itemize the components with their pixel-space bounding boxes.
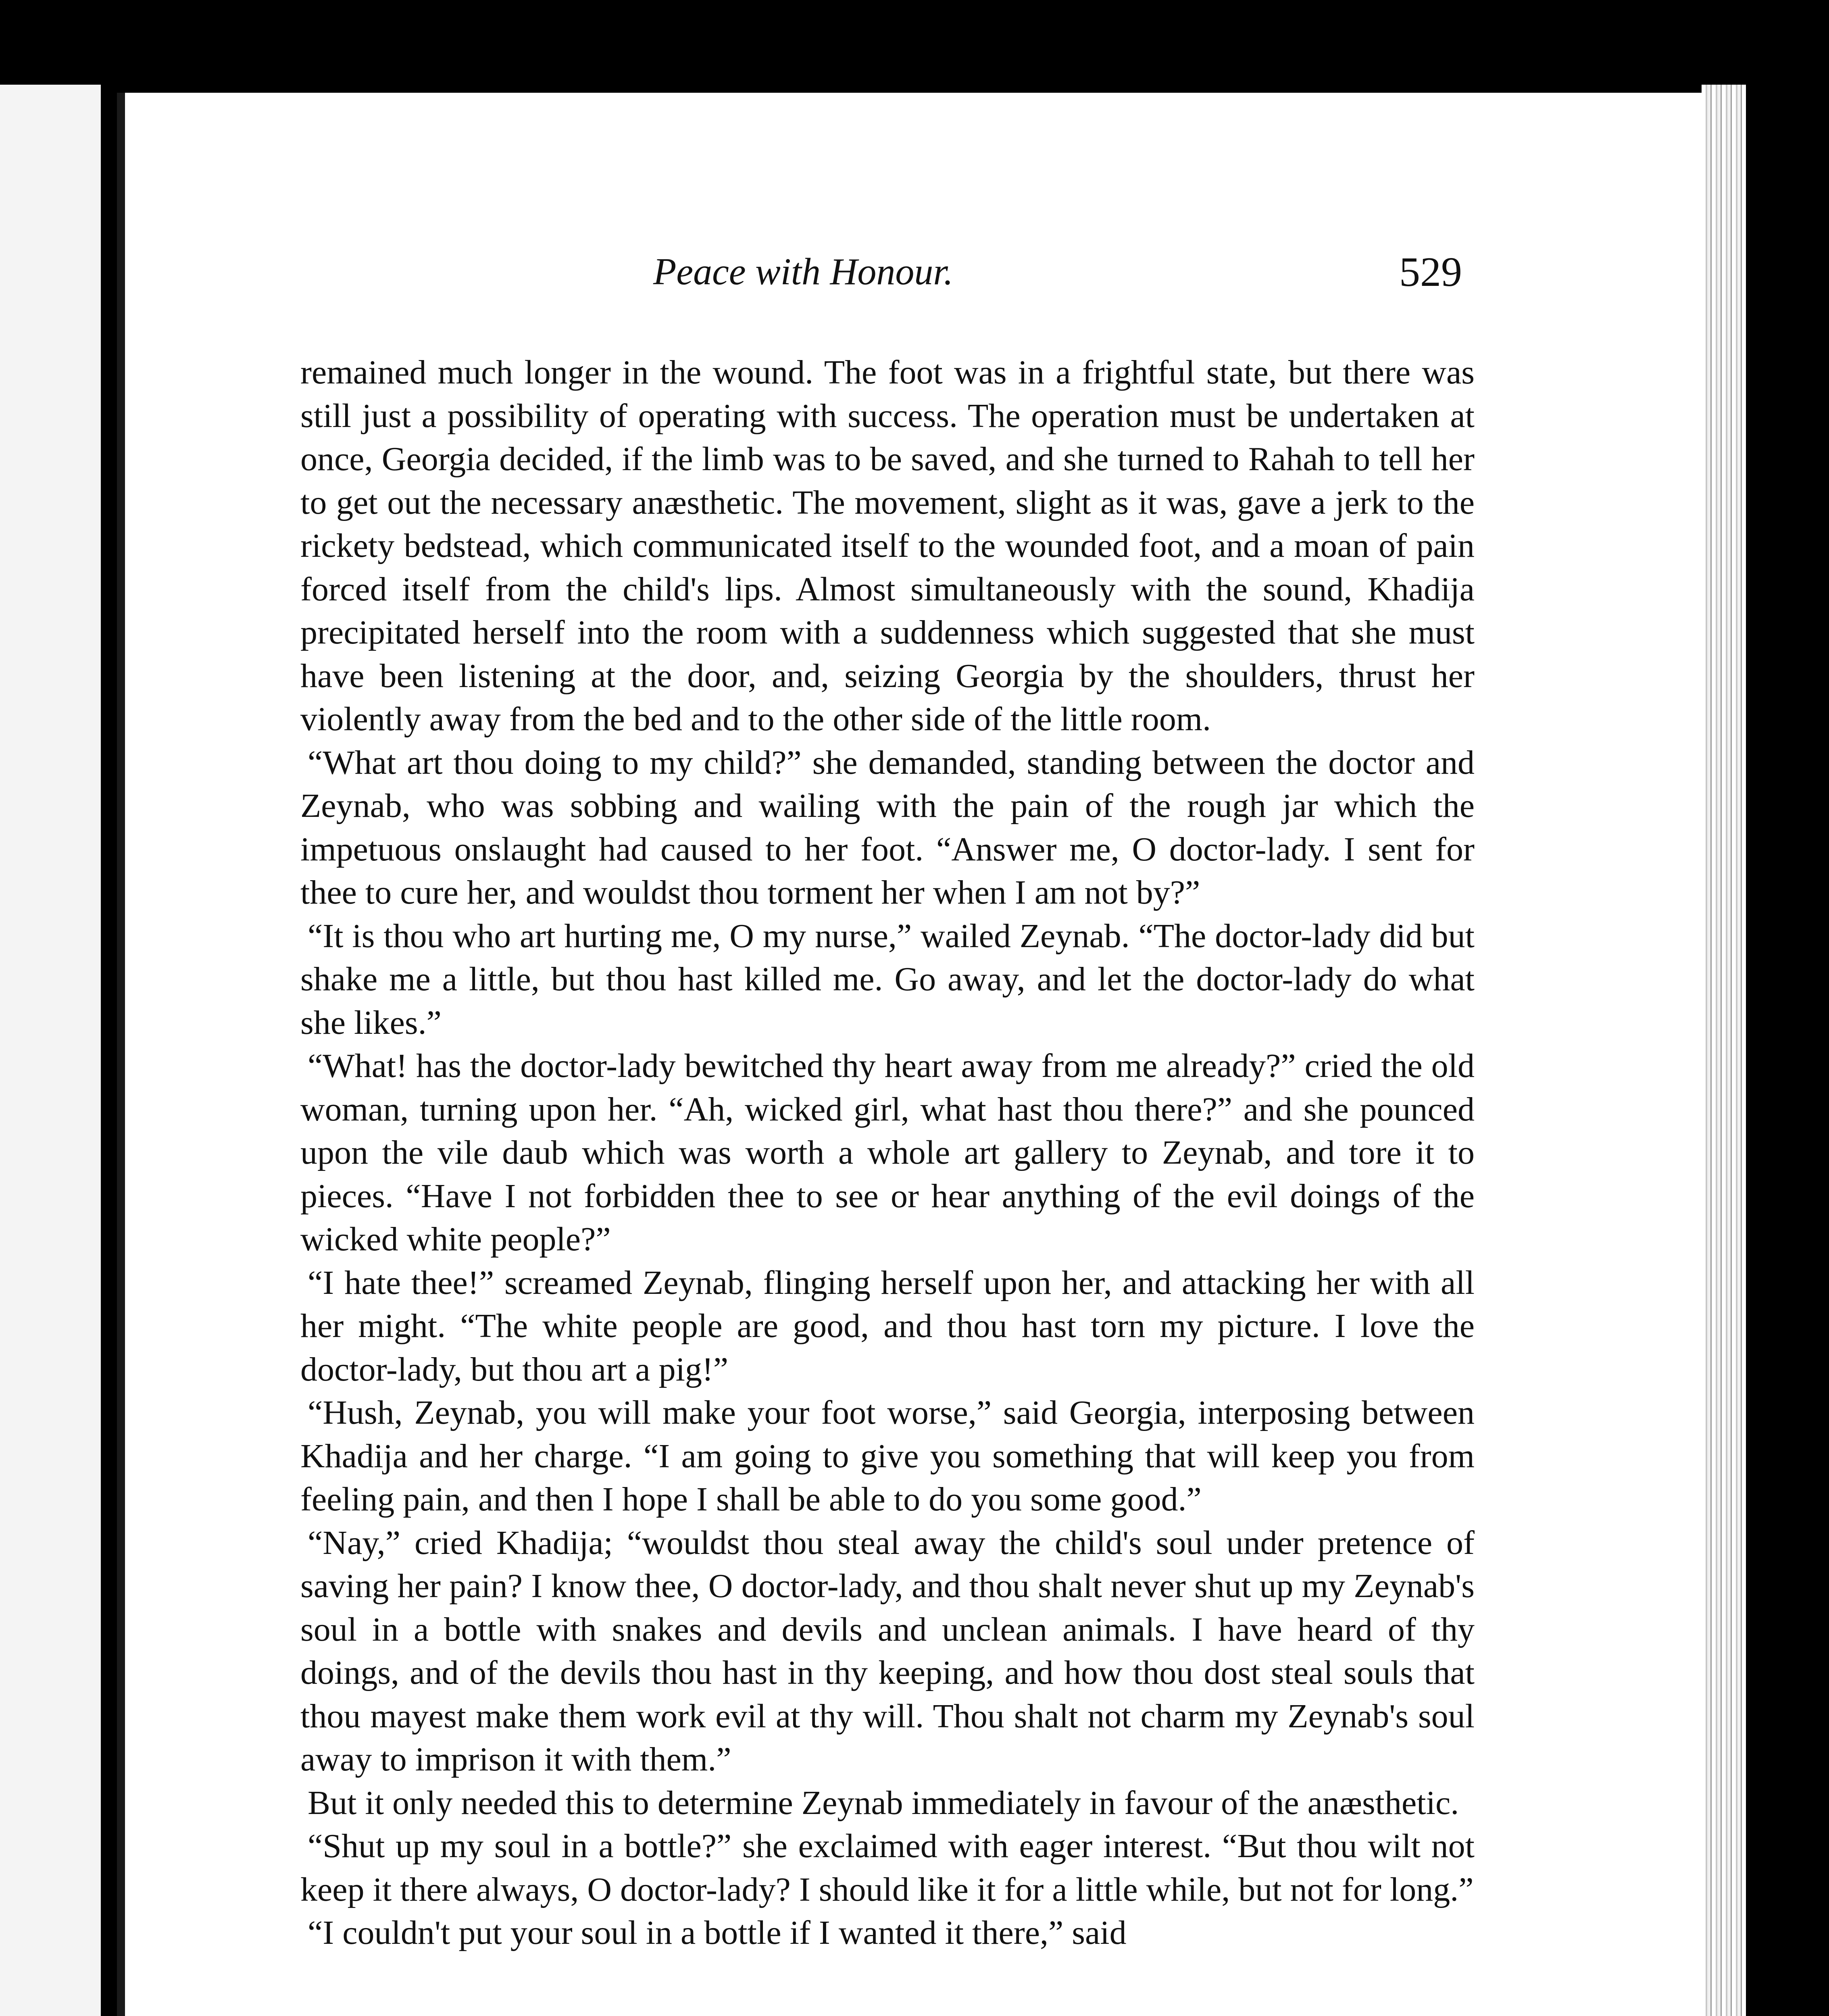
stacked-page-edges [1702,85,1746,2016]
paragraph: “Shut up my soul in a bottle?” she exclaimed with eager interest. “But thou wilt not keep it there always, O doctor-lady? I should like it for a little while, but not for long.” [300,1827,1475,1908]
paragraph: “It is thou who art hurting me, O my nurse,” wailed Zeynab. “The doctor-lady did but shake me a little, but thou hast killed me. Go away, and let the doctor-lady do what she likes.” [300,917,1475,1041]
page-gutter [117,93,125,2016]
running-title: Peace with Honour. [653,251,954,293]
paragraph: “I hate thee!” screamed Zeynab, flinging herself upon her, and attacking her with all her might. “The white people are good, and thou hast torn my picture. I love the doctor-lady, but thou art a pig!” [300,1264,1475,1388]
body-text [300,351,1475,1955]
paragraph: “What! has the doctor-lady bewitched thy heart away from me already?” cried the old woman, turning upon her. “Ah, wicked girl, what hast thou there?” and she pounced upon the vile daub which was worth a whole art gallery to Zeynab, and tore it to pieces. “Have I not forbidden thee to see or hear anything of the evil doings of the wicked white people?” [300,1047,1475,1258]
paragraph: “I couldn't put your soul in a bottle if I wanted it there,” said [308,1914,1127,1951]
paragraph: remained much longer in the wound. The foot was in a frightful state, but there was still just a possibility of operating with success. The operation must be undertaken at once, Georgia decided, if the limb was to be saved, and she turned to Rahah to tell her to get out the necessary anæsthetic. The movement, slight as it was, gave a jerk to the rickety bedstead, which communicated itself to the wounded foot, and a moan of pain forced itself from the child's lips. Almost simultaneously with the sound, Khadija precipitated herself into the room with a suddenness which suggested that she must have been listening at the door, and, seizing Georgia by the shoulders, thrust her violently away from the bed and to the other side of the little room. [300,354,1475,738]
paragraph: “Hush, Zeynab, you will make your foot worse,” said Georgia, interposing between Khadija and her charge. “I am going to give you something that will keep you from feeling pain, and then I hope I shall be able to do you some good.” [300,1394,1475,1518]
page-number: 529 [1399,249,1462,295]
adjacent-page-edge [0,85,101,2016]
paragraph: “What art thou doing to my child?” she demanded, standing between the doctor and Zeynab, who was sobbing and wailing with the pain of the rough jar which the impetuous onslaught had caused to her foot. “Answer me, O doctor-lady. I sent for thee to cure her, and wouldst thou torment her when I am not by?” [300,744,1475,911]
paragraph: “Nay,” cried Khadija; “wouldst thou steal away the child's soul under pretence of saving her pain? I know thee, O doctor-lady, and thou shalt never shut up my Zeynab's soul in a bottle with snakes and devils and unclean animals. I have heard of thy doings, and of the devils thou hast in thy keeping, and how thou dost steal souls that thou mayest make them work evil at thy will. Thou shalt not charm my Zeynab's soul away to imprison it with them.” [300,1524,1475,1778]
paragraph: But it only needed this to determine Zeynab immediately in favour of the anæsthetic. [308,1784,1459,1822]
